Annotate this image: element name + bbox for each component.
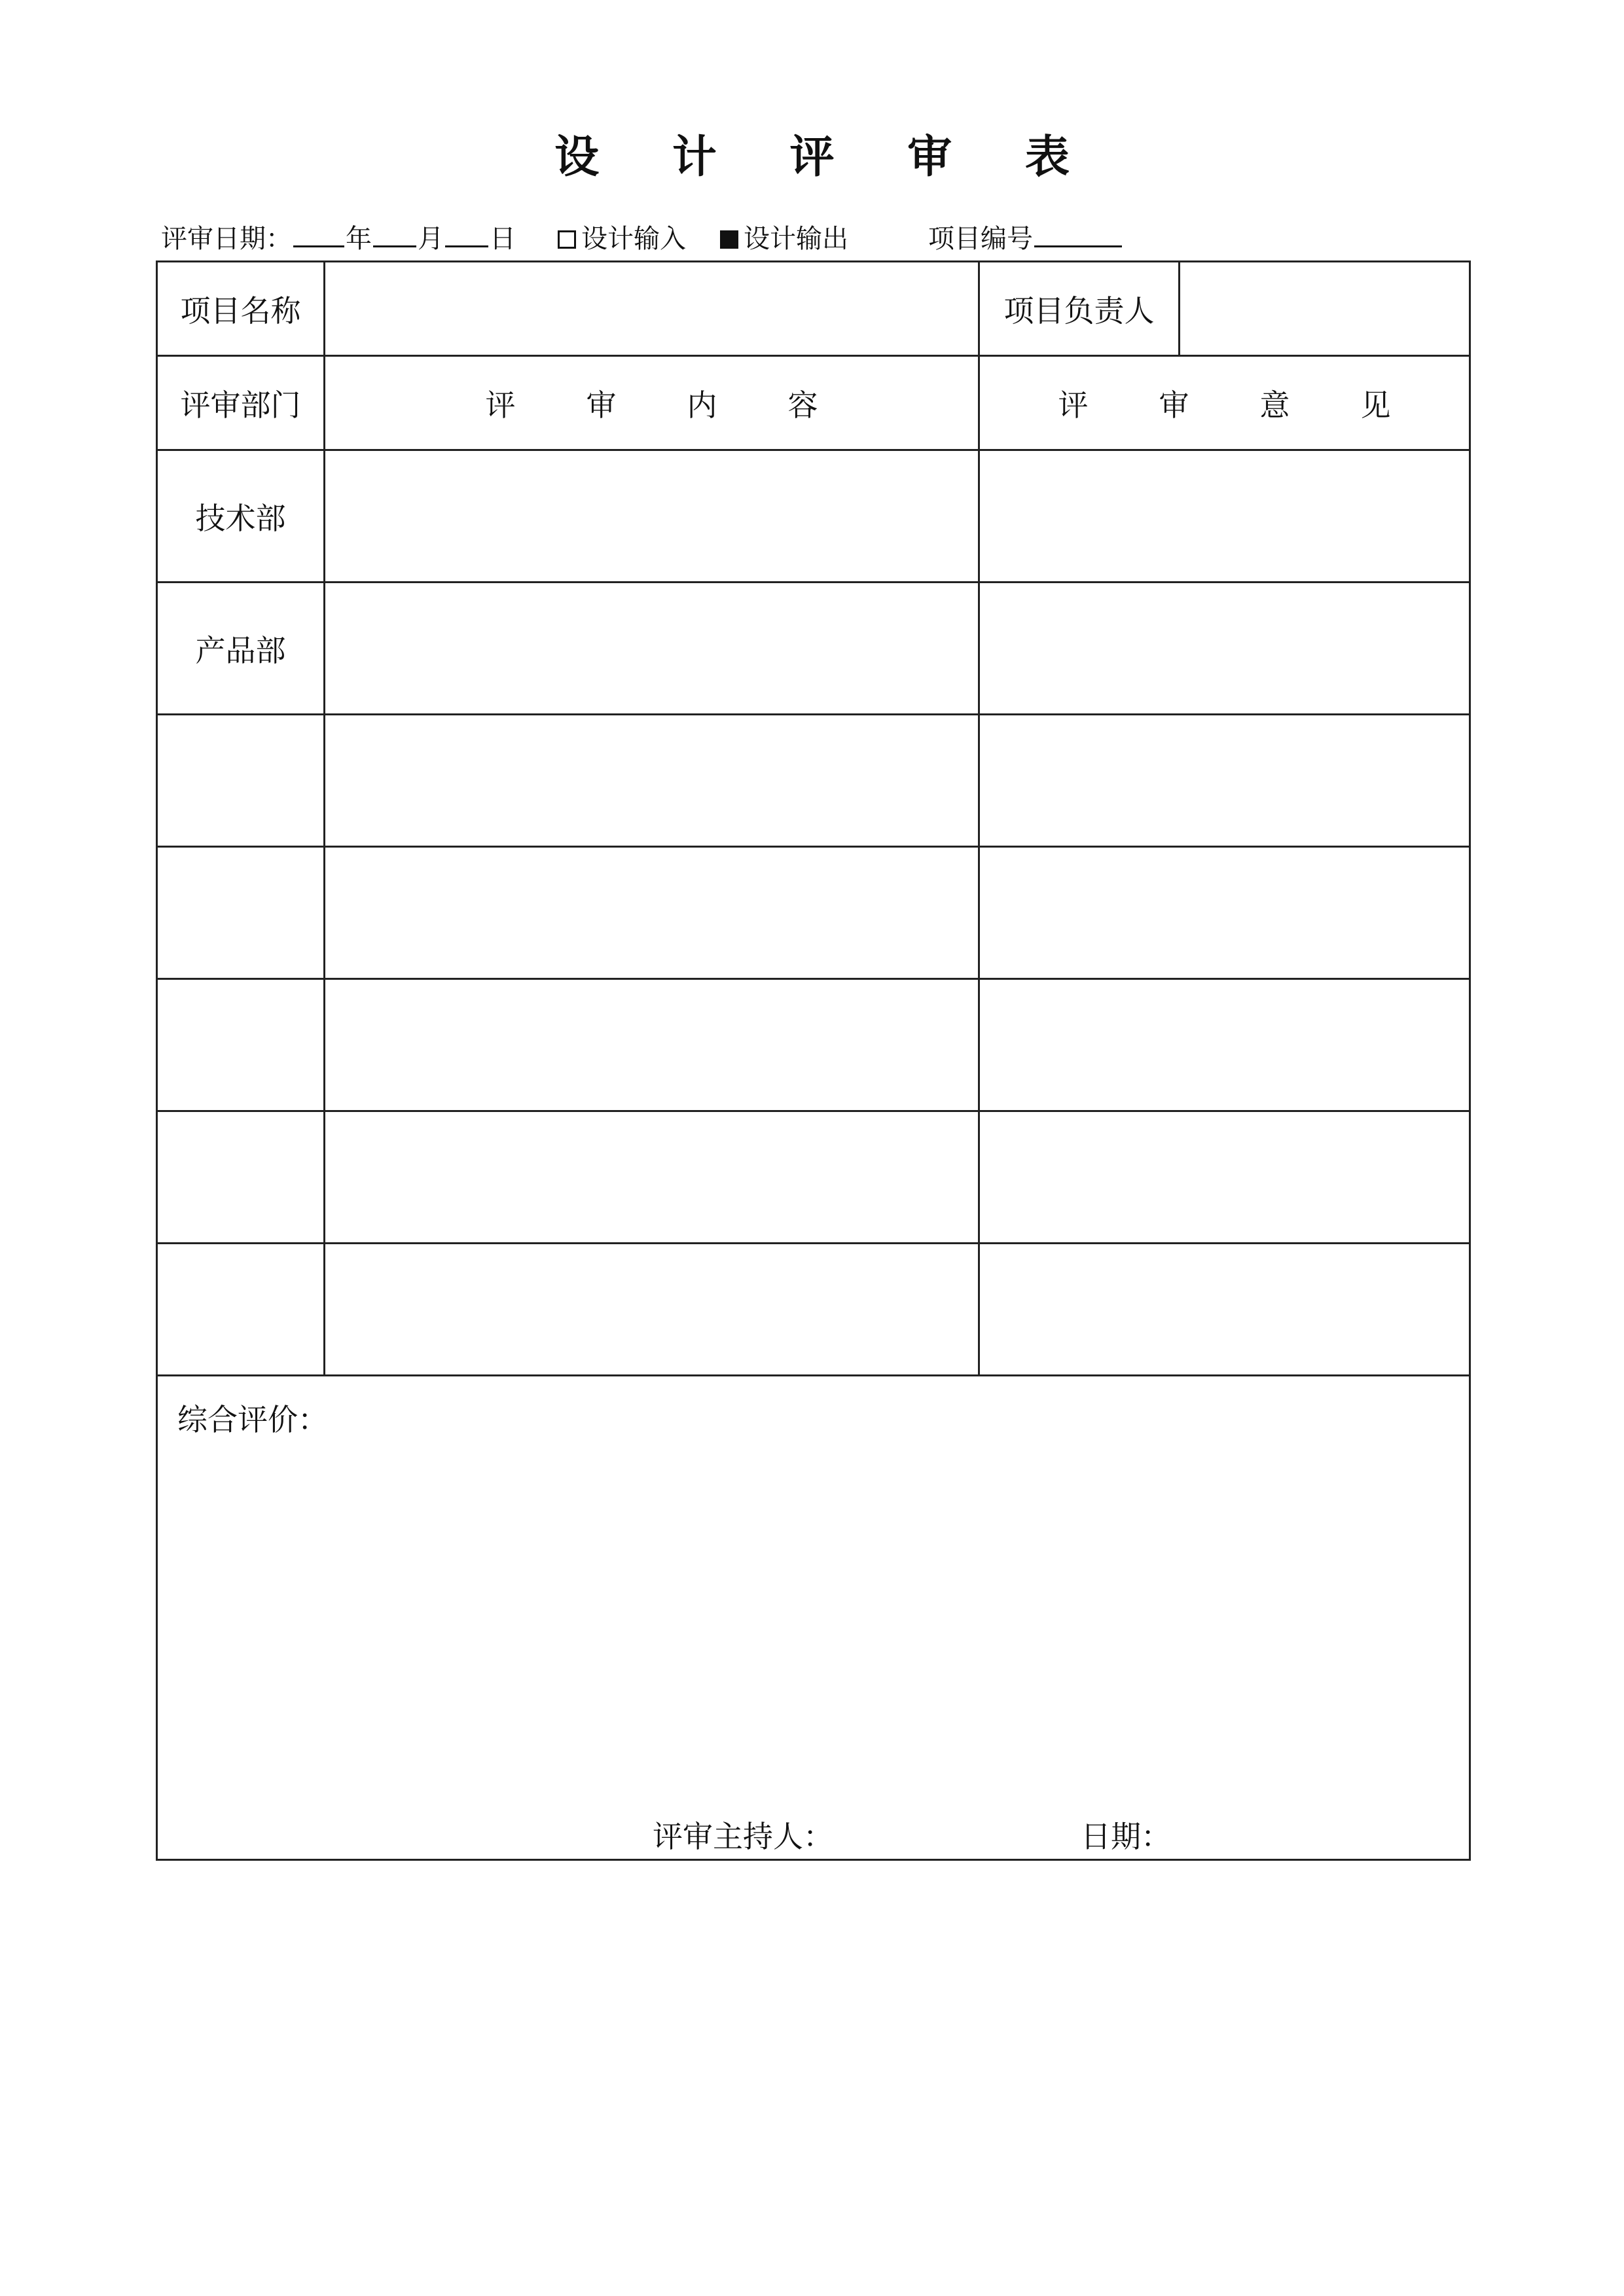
summary-row [157, 1376, 1470, 1860]
review-form-table [156, 260, 1471, 1861]
summary-label: 综合评价： [177, 1402, 328, 1437]
review-date-label: 评审日期： [161, 224, 292, 254]
content-cell[interactable] [325, 450, 979, 583]
meta-line [161, 219, 1123, 259]
design-input-checkbox[interactable] [558, 230, 576, 249]
day-label: 日 [490, 224, 516, 254]
host-label: 评审主持人： [653, 1819, 833, 1854]
dept-cell[interactable] [157, 847, 325, 979]
content-cell[interactable] [325, 583, 979, 715]
header-row [157, 356, 1470, 450]
dept-header: 评审部门 [157, 356, 325, 450]
table-row [157, 979, 1470, 1111]
table-row [157, 1244, 1470, 1376]
table-row [157, 1111, 1470, 1244]
opinion-cell[interactable] [979, 450, 1470, 583]
month-field[interactable] [373, 219, 416, 247]
content-cell[interactable] [325, 847, 979, 979]
design-output-label: 设计输出 [744, 224, 848, 254]
dept-cell[interactable] [157, 1244, 325, 1376]
summary-date-label: 日期： [1081, 1819, 1171, 1854]
dept-cell[interactable] [157, 1111, 325, 1244]
table-row [157, 715, 1470, 847]
table-row [157, 583, 1470, 715]
project-name-field[interactable] [325, 262, 979, 356]
dept-cell: 产品部 [157, 583, 325, 715]
opinion-cell[interactable] [979, 583, 1470, 715]
table-row [157, 847, 1470, 979]
opinion-cell[interactable] [979, 1111, 1470, 1244]
project-lead-field[interactable] [1180, 262, 1470, 356]
project-info-row [157, 262, 1470, 356]
design-input-label: 设计输入 [581, 224, 686, 254]
dept-cell[interactable] [157, 715, 325, 847]
content-header: 评 审 内 容 [325, 356, 979, 450]
project-lead-label: 项目负责人 [979, 262, 1180, 356]
dept-cell: 技术部 [157, 450, 325, 583]
opinion-header: 评 审 意 见 [979, 356, 1470, 450]
year-field[interactable] [293, 219, 344, 247]
project-no-label: 项目编号 [928, 224, 1033, 254]
dept-cell[interactable] [157, 979, 325, 1111]
opinion-cell[interactable] [979, 715, 1470, 847]
table-row [157, 450, 1470, 583]
project-no-field[interactable] [1034, 219, 1122, 247]
project-name-label: 项目名称 [157, 262, 325, 356]
opinion-cell[interactable] [979, 1244, 1470, 1376]
content-cell[interactable] [325, 1244, 979, 1376]
content-cell[interactable] [325, 1111, 979, 1244]
day-field[interactable] [445, 219, 488, 247]
opinion-cell[interactable] [979, 847, 1470, 979]
page-title: 设 计 评 审 表 [554, 131, 1098, 183]
year-label: 年 [346, 224, 372, 254]
design-output-checkbox[interactable] [720, 230, 738, 249]
month-label: 月 [418, 224, 444, 254]
content-cell[interactable] [325, 715, 979, 847]
content-cell[interactable] [325, 979, 979, 1111]
opinion-cell[interactable] [979, 979, 1470, 1111]
summary-cell[interactable] [157, 1376, 1470, 1860]
